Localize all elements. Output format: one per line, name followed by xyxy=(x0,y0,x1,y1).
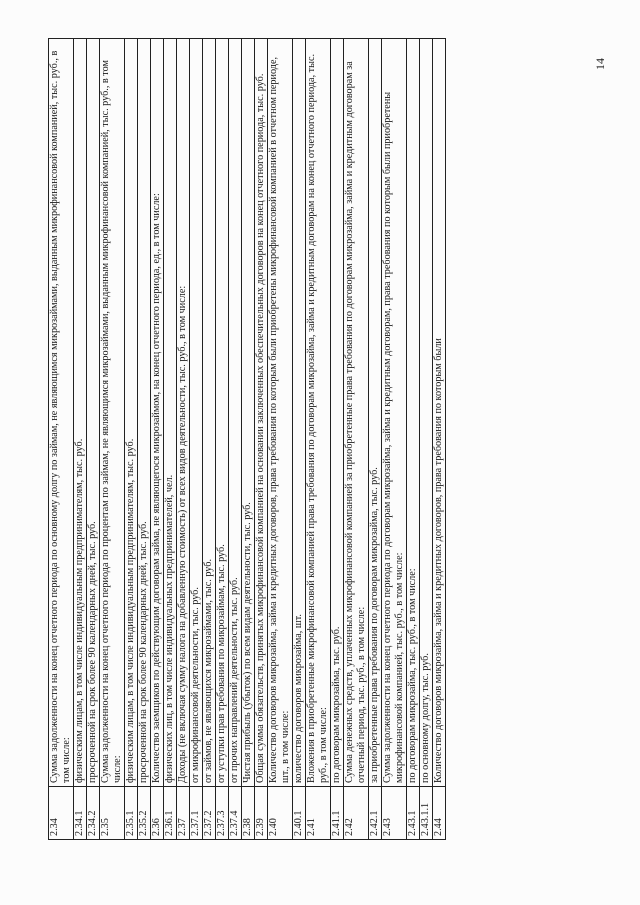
row-text-cell: от уступки прав требования по микрозаймам, тыс. руб. xyxy=(216,39,229,787)
row-text-cell: Чистая прибыль (убыток) по всем видам деятельности, тыс. руб. xyxy=(242,39,255,787)
table-row xyxy=(268,39,293,840)
table-row xyxy=(87,39,100,840)
row-number-cell: 2.36 xyxy=(151,787,164,840)
row-text-cell: Сумма задолженности на конец отчетного периода по процентам по займам, не являющимся микрозаймами, выданным микрофинансовой компанией, тыс. руб., в том числе: xyxy=(100,39,125,787)
row-number-cell: 2.42 xyxy=(344,787,369,840)
row-number-cell: 2.37.1 xyxy=(190,787,203,840)
table-row xyxy=(190,39,203,840)
row-text-cell: Вложения в приобретенные микрофинансовой компанией права требования по договорам микрозайма, займа и кредитным договорам на конец отчетного периода, тыс. руб., в том числе: xyxy=(306,39,331,787)
row-text-cell: просроченной на срок более 90 календарных дней, тыс. руб. xyxy=(138,39,151,787)
table-row xyxy=(177,39,190,840)
row-text-cell: количество договоров микрозайма, шт. xyxy=(293,39,306,787)
row-text-cell: физических лиц, в том числе индивидуальных предпринимателей, чел. xyxy=(164,39,177,787)
row-number-cell: 2.37 xyxy=(177,787,190,840)
table-row xyxy=(255,39,268,840)
table-row xyxy=(203,39,216,840)
row-text-cell: просроченной на срок более 90 календарных дней, тыс. руб. xyxy=(87,39,100,787)
table-row xyxy=(49,39,74,840)
table-row xyxy=(125,39,138,840)
table-row xyxy=(74,39,87,840)
row-text-cell: от займов, не являющихся микрозаймами, тыс. руб. xyxy=(203,39,216,787)
row-number-cell: 2.38 xyxy=(242,787,255,840)
row-number-cell: 2.37.4 xyxy=(229,787,242,840)
indicators-table xyxy=(48,38,446,840)
row-text-cell: Количество договоров микрозайма, займа и кредитных договоров, права требования по которым были xyxy=(433,39,446,787)
row-text-cell: физическим лицам, в том числе индивидуальным предпринимателям, тыс. руб. xyxy=(125,39,138,787)
row-text-cell: Доходы (не включая сумму налога на добавленную стоимость) от всех видов деятельности, тыс. руб., в том числе: xyxy=(177,39,190,787)
row-number-cell: 2.34.1 xyxy=(74,787,87,840)
row-number-cell: 2.34 xyxy=(49,787,74,840)
row-number-cell: 2.37.2 xyxy=(203,787,216,840)
row-number-cell: 2.35 xyxy=(100,787,125,840)
row-text-cell: по основному долгу, тыс. руб. xyxy=(420,39,433,787)
table-row xyxy=(407,39,420,840)
table-row xyxy=(100,39,125,840)
row-number-cell: 2.35.1 xyxy=(125,787,138,840)
row-number-cell: 2.41 xyxy=(306,787,331,840)
row-number-cell: 2.37.3 xyxy=(216,787,229,840)
row-text-cell: Общая сумма обязательств, принятых микрофинансовой компанией на основании заключенных обеспечительных договоров на конец отчетного периода, тыс. руб. xyxy=(255,39,268,787)
table-row xyxy=(138,39,151,840)
row-text-cell: Количество договоров микрозайма, займа и кредитных договоров, права требования по которым были приобретены микрофинансовой компанией в отчетном периоде, шт., в том числе: xyxy=(268,39,293,787)
row-number-cell: 2.40.1 xyxy=(293,787,306,840)
table-row xyxy=(344,39,369,840)
rotated-table-container xyxy=(48,40,596,840)
row-text-cell: Сумма задолженности на конец отчетного периода по договорам микрозайма, займа и кредитным договорам, права требования по которым были приобретены микрофинансовой компанией, тыс. руб., в том числе: xyxy=(382,39,407,787)
table-row xyxy=(433,39,446,840)
row-number-cell: 2.43 xyxy=(382,787,407,840)
table-row xyxy=(293,39,306,840)
table-row xyxy=(216,39,229,840)
row-text-cell: за приобретенные права требования по договорам микрозайма, тыс. руб. xyxy=(369,39,382,787)
row-text-cell: от прочих направлений деятельности, тыс. руб. xyxy=(229,39,242,787)
row-text-cell: физическим лицам, в том числе индивидуальным предпринимателям, тыс. руб. xyxy=(74,39,87,787)
row-text-cell: по договорам микрозайма, тыс. руб., в том числе: xyxy=(407,39,420,787)
page-number: 14 xyxy=(593,58,607,70)
row-number-cell: 2.44 xyxy=(433,787,446,840)
row-number-cell: 2.36.1 xyxy=(164,787,177,840)
row-number-cell: 2.42.1 xyxy=(369,787,382,840)
row-number-cell: 2.43.1 xyxy=(407,787,420,840)
table-row xyxy=(229,39,242,840)
row-number-cell: 2.40 xyxy=(268,787,293,840)
table-row xyxy=(242,39,255,840)
table-row xyxy=(331,39,344,840)
row-number-cell: 2.39 xyxy=(255,787,268,840)
table-row xyxy=(369,39,382,840)
row-number-cell: 2.41.1 xyxy=(331,787,344,840)
row-text-cell: Количество заемщиков по действующим договорам займа, не являющегося микрозаймом, на конец отчетного периода, ед., в том числе: xyxy=(151,39,164,787)
table-row xyxy=(164,39,177,840)
row-text-cell: от микрофинансовой деятельности, тыс. руб. xyxy=(190,39,203,787)
row-number-cell: 2.43.1.1 xyxy=(420,787,433,840)
table-row xyxy=(420,39,433,840)
table-row xyxy=(306,39,331,840)
row-number-cell: 2.34.2 xyxy=(87,787,100,840)
row-text-cell: Сумма денежных средств, уплаченных микрофинансовой компанией за приобретенные права требования по договорам микрозайма, займа и кредитным договорам за отчетный период, тыс. руб., в том числе: xyxy=(344,39,369,787)
row-text-cell: Сумма задолженности на конец отчетного периода по основному долгу по займам, не являющимся микрозаймами, выданным микрофинансовой компанией, тыс. руб., в том числе: xyxy=(49,39,74,787)
table-row xyxy=(151,39,164,840)
row-text-cell: по договорам микрозайма, тыс. руб. xyxy=(331,39,344,787)
row-number-cell: 2.35.2 xyxy=(138,787,151,840)
table-row xyxy=(382,39,407,840)
